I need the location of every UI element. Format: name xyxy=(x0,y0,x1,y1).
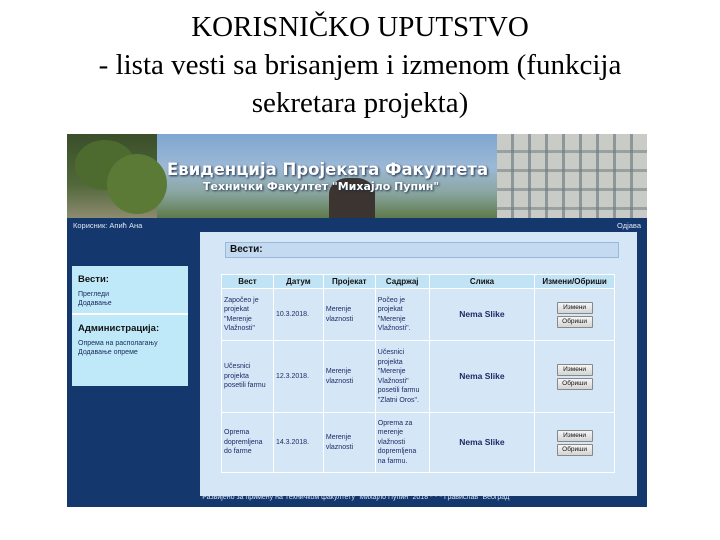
actions-cell xyxy=(535,289,615,341)
user-label: Корисник: Апић Ана xyxy=(73,221,143,230)
app-title: Евиденција Пројеката Факултета xyxy=(167,160,489,179)
slide-title-line-3: sekretara projekta) xyxy=(251,87,469,119)
column-header: Садржај xyxy=(375,275,429,289)
top-bar xyxy=(67,220,647,232)
sidebar-section-admin xyxy=(72,313,188,362)
actions-cell xyxy=(535,413,615,473)
column-header: Датум xyxy=(273,275,323,289)
sidebar xyxy=(72,266,188,386)
project-cell: Merenje vlaznosti xyxy=(323,341,375,413)
sidebar-section-news xyxy=(72,266,188,313)
footer: Развијено за примену на Техничком факултету "Михајло Пупин" 2018 * * * Гравислав "Београд" xyxy=(202,494,512,501)
column-header: Пројекат xyxy=(323,275,375,289)
image-cell: Nema Slike xyxy=(429,413,535,473)
news-cell: Oprema dopremljena do farme xyxy=(222,413,274,473)
image-cell: Nema Slike xyxy=(429,341,535,413)
actions-cell xyxy=(535,341,615,413)
table-row xyxy=(222,289,615,341)
content-cell: Učesnici projekta "Merenje Vlažnosti" posetili farmu "Zlatni Oros". xyxy=(375,341,429,413)
sidebar-link-equipment[interactable]: Опрема на располагању xyxy=(78,340,158,347)
app-subtitle: Технички Факултет "Михајло Пупин" xyxy=(203,180,440,193)
slide-title-line-1: KORISNIČKO UPUTSTVO xyxy=(191,11,529,43)
sidebar-heading-admin: Администрација: xyxy=(78,323,160,334)
slide-title-line-2: - lista vesti sa brisanjem i izmenom (funkcija xyxy=(98,49,622,81)
news-cell: Započeo je projekat "Merenje Vlažnosti" xyxy=(222,289,274,341)
project-cell: Merenje vlaznosti xyxy=(323,289,375,341)
app-screenshot xyxy=(67,134,647,507)
table-row xyxy=(222,341,615,413)
logout-link[interactable]: Одјава xyxy=(617,221,641,230)
slide-title xyxy=(0,8,720,122)
main-panel xyxy=(200,232,637,496)
sidebar-heading-news: Вести: xyxy=(78,274,109,285)
column-header: Вест xyxy=(222,275,274,289)
sidebar-link-news-list[interactable]: Прегледи xyxy=(78,291,110,298)
date-cell: 10.3.2018. xyxy=(273,289,323,341)
edit-button[interactable]: Измени xyxy=(557,364,593,376)
table-row xyxy=(222,413,615,473)
delete-button[interactable]: Обриши xyxy=(557,316,593,328)
news-table xyxy=(221,274,615,473)
table-header-row xyxy=(222,275,615,289)
content-cell: Počeo je projekat "Merenje Vlažnosti". xyxy=(375,289,429,341)
image-cell: Nema Slike xyxy=(429,289,535,341)
content-cell: Oprema za merenje vlažnosti dopremljena na farmu. xyxy=(375,413,429,473)
project-cell: Merenje vlaznosti xyxy=(323,413,375,473)
date-cell: 12.3.2018. xyxy=(273,341,323,413)
edit-button[interactable]: Измени xyxy=(557,302,593,314)
column-header: Измени/Обриши xyxy=(535,275,615,289)
date-cell: 14.3.2018. xyxy=(273,413,323,473)
header-banner xyxy=(67,134,647,218)
delete-button[interactable]: Обриши xyxy=(557,378,593,390)
sidebar-link-news-add[interactable]: Додавање xyxy=(78,300,112,307)
column-header: Слика xyxy=(429,275,535,289)
delete-button[interactable]: Обриши xyxy=(557,444,593,456)
news-cell: Učesnici projekta posetili farmu xyxy=(222,341,274,413)
panel-title: Вести: xyxy=(225,242,619,258)
edit-button[interactable]: Измени xyxy=(557,430,593,442)
sidebar-link-equipment-add[interactable]: Додавање опреме xyxy=(78,349,138,356)
